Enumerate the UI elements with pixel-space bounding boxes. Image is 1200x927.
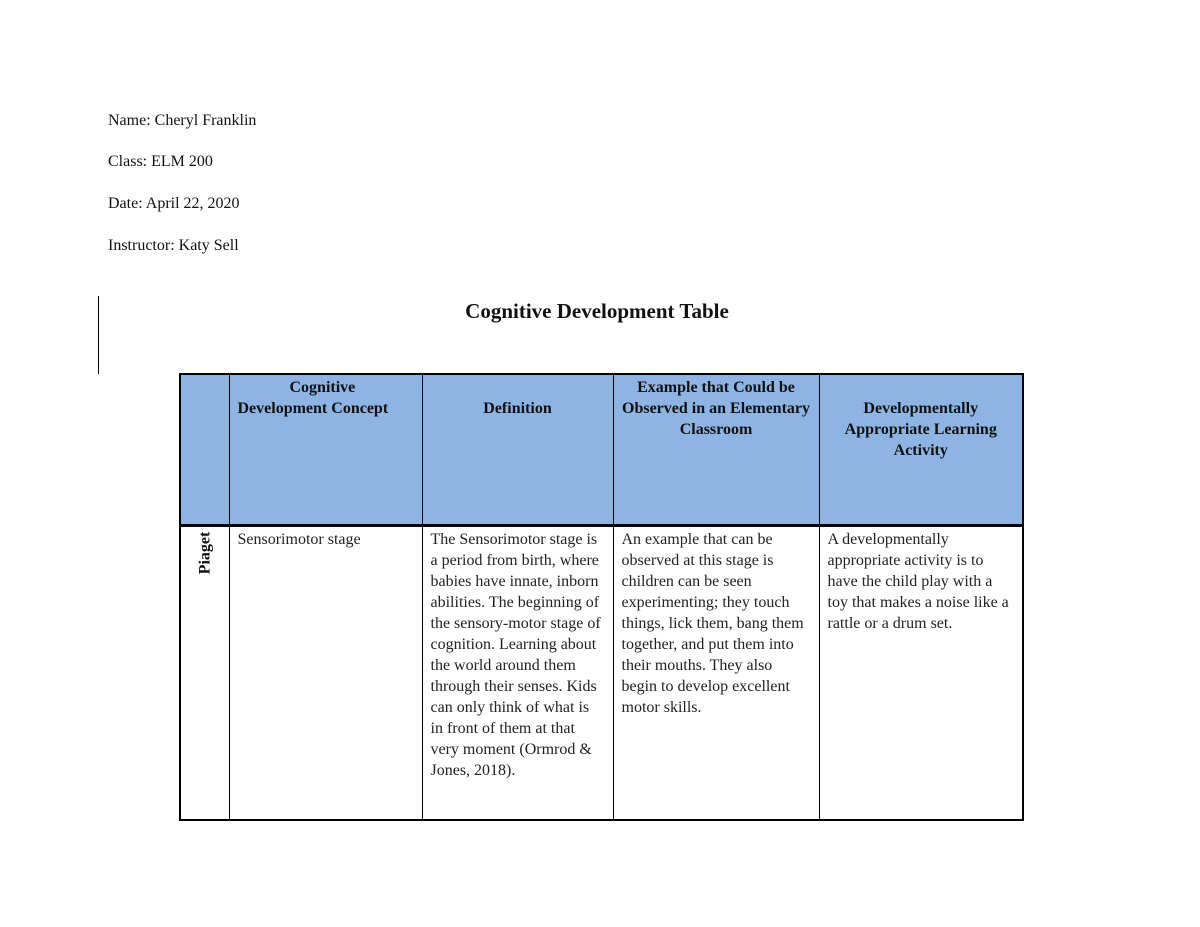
concept-text: Sensorimotor stage <box>237 531 361 548</box>
theorist-cell <box>180 526 229 821</box>
class-line: Class: ELM 200 <box>108 153 213 170</box>
concept-cell <box>229 526 422 821</box>
instructor-line: Instructor: Katy Sell <box>108 237 239 254</box>
example-cell <box>613 526 819 821</box>
table-row <box>180 526 1023 821</box>
table-header-row <box>180 374 1023 526</box>
example-text: An example that can be observed at this stage is children can be seen experimenting; they touch things, lick them, bang them together, and put them into their mouths. They also begin to develop excellent motor skills. <box>621 531 804 716</box>
activity-text: A developmentally appropriate activity is to have the child play with a toy that makes a noise like a rattle or a drum set. <box>827 531 1009 632</box>
page-title: Cognitive Development Table <box>465 299 729 323</box>
student-name: Name: Cheryl Franklin <box>108 112 257 129</box>
header-concept <box>229 374 422 526</box>
header-example: Example that Could be Observed in an Elementary Classroom <box>613 374 819 526</box>
cognitive-development-table <box>179 373 1024 821</box>
header-activity: Developmentally Appropriate Learning Activity <box>819 374 1023 526</box>
header-concept-line1: Cognitive <box>289 379 356 396</box>
activity-cell <box>819 526 1023 821</box>
header-concept-line2: Development Concept <box>237 400 389 417</box>
theorist-label: Piaget <box>196 531 214 575</box>
definition-text: The Sensorimotor stage is a period from birth, where babies have innate, inborn abilities. The beginning of the sensory-motor stage of cognition. Learning about the world around them through their senses. Kids can only think of what is in front of them at that very moment (Ormrod & Jones, 2018). <box>430 531 601 779</box>
definition-cell <box>422 526 613 821</box>
date-line: Date: April 22, 2020 <box>108 195 240 212</box>
header-definition: Definition <box>422 374 613 526</box>
header-theorist-cell <box>180 374 229 526</box>
